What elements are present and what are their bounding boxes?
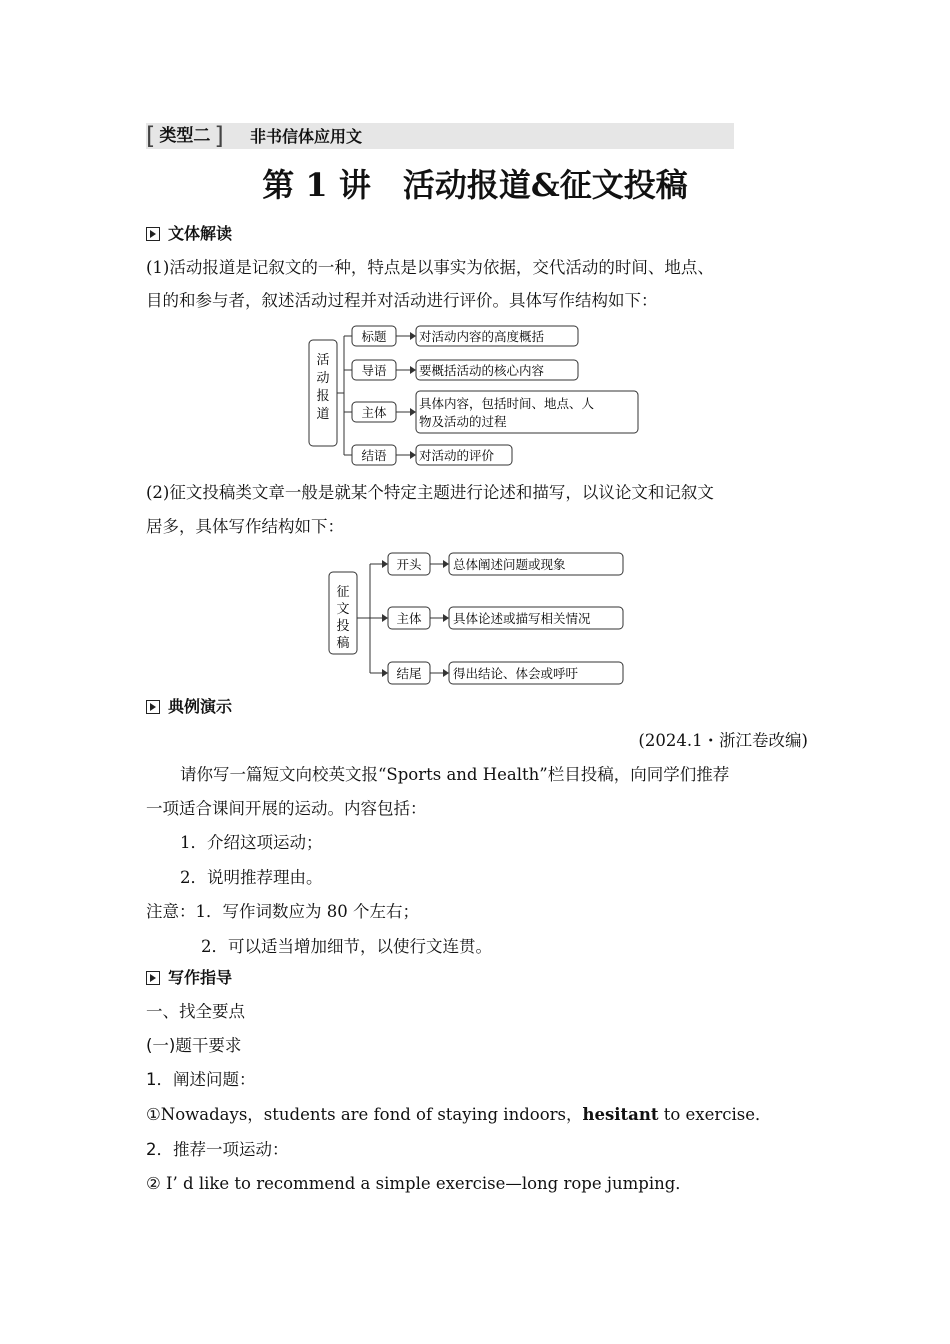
section-heading-guidance xyxy=(146,967,232,989)
diagram2-root-char: 投 xyxy=(336,619,350,634)
arrow-icon xyxy=(382,560,388,568)
point2-label: 2．推荐一项运动： xyxy=(146,1140,289,1159)
arrow-icon xyxy=(410,366,416,374)
type-label xyxy=(146,122,224,150)
para2-line1: (2)征文投稿类文章一般是就某个特定主题进行论述和描写，以议论文和记叙文 xyxy=(146,483,714,502)
note-line2: 2．可以适当增加细节，以使行文连贯。 xyxy=(201,937,492,956)
diagram1-root-char: 动 xyxy=(316,371,330,386)
diagram1-root-char: 报 xyxy=(316,389,330,404)
prompt-line1: 请你写一篇短文向校英文报“Sports and Health”栏目投稿，向同学们推荐 xyxy=(180,765,730,784)
diagram1-desc: 对活动的评价 xyxy=(419,448,495,463)
arrow-icon xyxy=(443,669,449,677)
diagram2-root-char: 稿 xyxy=(336,636,350,651)
play-triangle-icon xyxy=(146,227,160,241)
prompt-line2: 一项适合课间开展的运动。内容包括： xyxy=(146,799,427,818)
diagram2-label: 主体 xyxy=(396,611,422,626)
diagram1-root-char: 道 xyxy=(316,407,330,422)
play-triangle-icon xyxy=(146,700,160,714)
diagram1-root-char: 活 xyxy=(316,353,330,368)
diagram2-desc: 具体论述或描写相关情况 xyxy=(453,611,591,626)
section-heading-genre xyxy=(146,223,232,245)
diagram1-label: 导语 xyxy=(361,363,387,378)
diagram2-label: 开头 xyxy=(396,557,422,572)
diagram1-label: 标题 xyxy=(361,329,387,344)
play-triangle-icon xyxy=(146,971,160,985)
diagram2-root-char: 征 xyxy=(336,585,350,600)
section-heading-text: 文体解读 xyxy=(168,224,233,243)
diagram2-desc: 得出结论、体会或呼吁 xyxy=(453,666,579,681)
type-title: 非书信体应用文 xyxy=(250,127,363,146)
diagram1-desc: 要概括活动的核心内容 xyxy=(419,363,545,378)
subheading-key-points: 一、找全要点 xyxy=(146,1002,245,1021)
diagram2-label: 结尾 xyxy=(396,666,422,681)
point1-sentence xyxy=(146,1103,772,1127)
diagram2-root-char: 文 xyxy=(336,602,350,617)
point2-sentence: ② I’ d like to recommend a simple exercise—long rope jumping． xyxy=(146,1174,692,1193)
arrow-icon xyxy=(443,614,449,622)
arrow-icon xyxy=(410,451,416,459)
para1-line2: 目的和参与者，叙述活动过程并对活动进行评价。具体写作结构如下： xyxy=(146,291,658,310)
type-header-bar xyxy=(146,123,734,149)
content-item-1: 1．介绍这项运动； xyxy=(180,833,323,852)
para2-line2: 居多，具体写作结构如下： xyxy=(146,517,344,536)
point1-label: 1．阐述问题： xyxy=(146,1070,256,1089)
essay-submission-diagram xyxy=(325,547,635,692)
lecture-title: 第 1 讲 活动报道&征文投稿 xyxy=(262,166,688,204)
left-bracket: [ xyxy=(146,122,156,150)
note-line1: 注意：1．写作词数应为 80 个左右； xyxy=(146,902,419,921)
section-heading-text: 写作指导 xyxy=(168,968,233,987)
para1-line1: (1)活动报道是记叙文的一种，特点是以事实为依据，交代活动的时间、地点、 xyxy=(146,258,714,277)
diagram2-desc: 总体阐述问题或现象 xyxy=(453,557,566,572)
point1-keyword: hesitant xyxy=(582,1105,659,1124)
point1-pre: ①Nowadays，students are fond of staying indoors， xyxy=(146,1105,583,1124)
arrow-icon xyxy=(410,332,416,340)
arrow-icon xyxy=(443,560,449,568)
point1-post: to exercise． xyxy=(658,1105,772,1124)
diagram1-desc: 对活动内容的高度概括 xyxy=(419,329,545,344)
diagram1-label: 结语 xyxy=(361,448,387,463)
section-heading-example xyxy=(146,696,232,718)
subheading-requirements: (一)题干要求 xyxy=(146,1036,242,1055)
source-note: (2024.1・浙江卷改编) xyxy=(638,731,808,750)
right-bracket: ] xyxy=(214,122,224,150)
activity-report-diagram xyxy=(300,320,650,470)
arrow-icon xyxy=(382,614,388,622)
diagram1-label: 主体 xyxy=(361,405,387,420)
section-heading-text: 典例演示 xyxy=(168,697,233,716)
content-item-2: 2．说明推荐理由。 xyxy=(180,868,323,887)
type-label-text: 类型二 xyxy=(159,126,211,146)
diagram1-desc: 物及活动的过程 xyxy=(419,414,507,429)
arrow-icon xyxy=(410,408,416,416)
diagram1-desc: 具体内容，包括时间、地点、人 xyxy=(419,396,595,411)
arrow-icon xyxy=(382,669,388,677)
